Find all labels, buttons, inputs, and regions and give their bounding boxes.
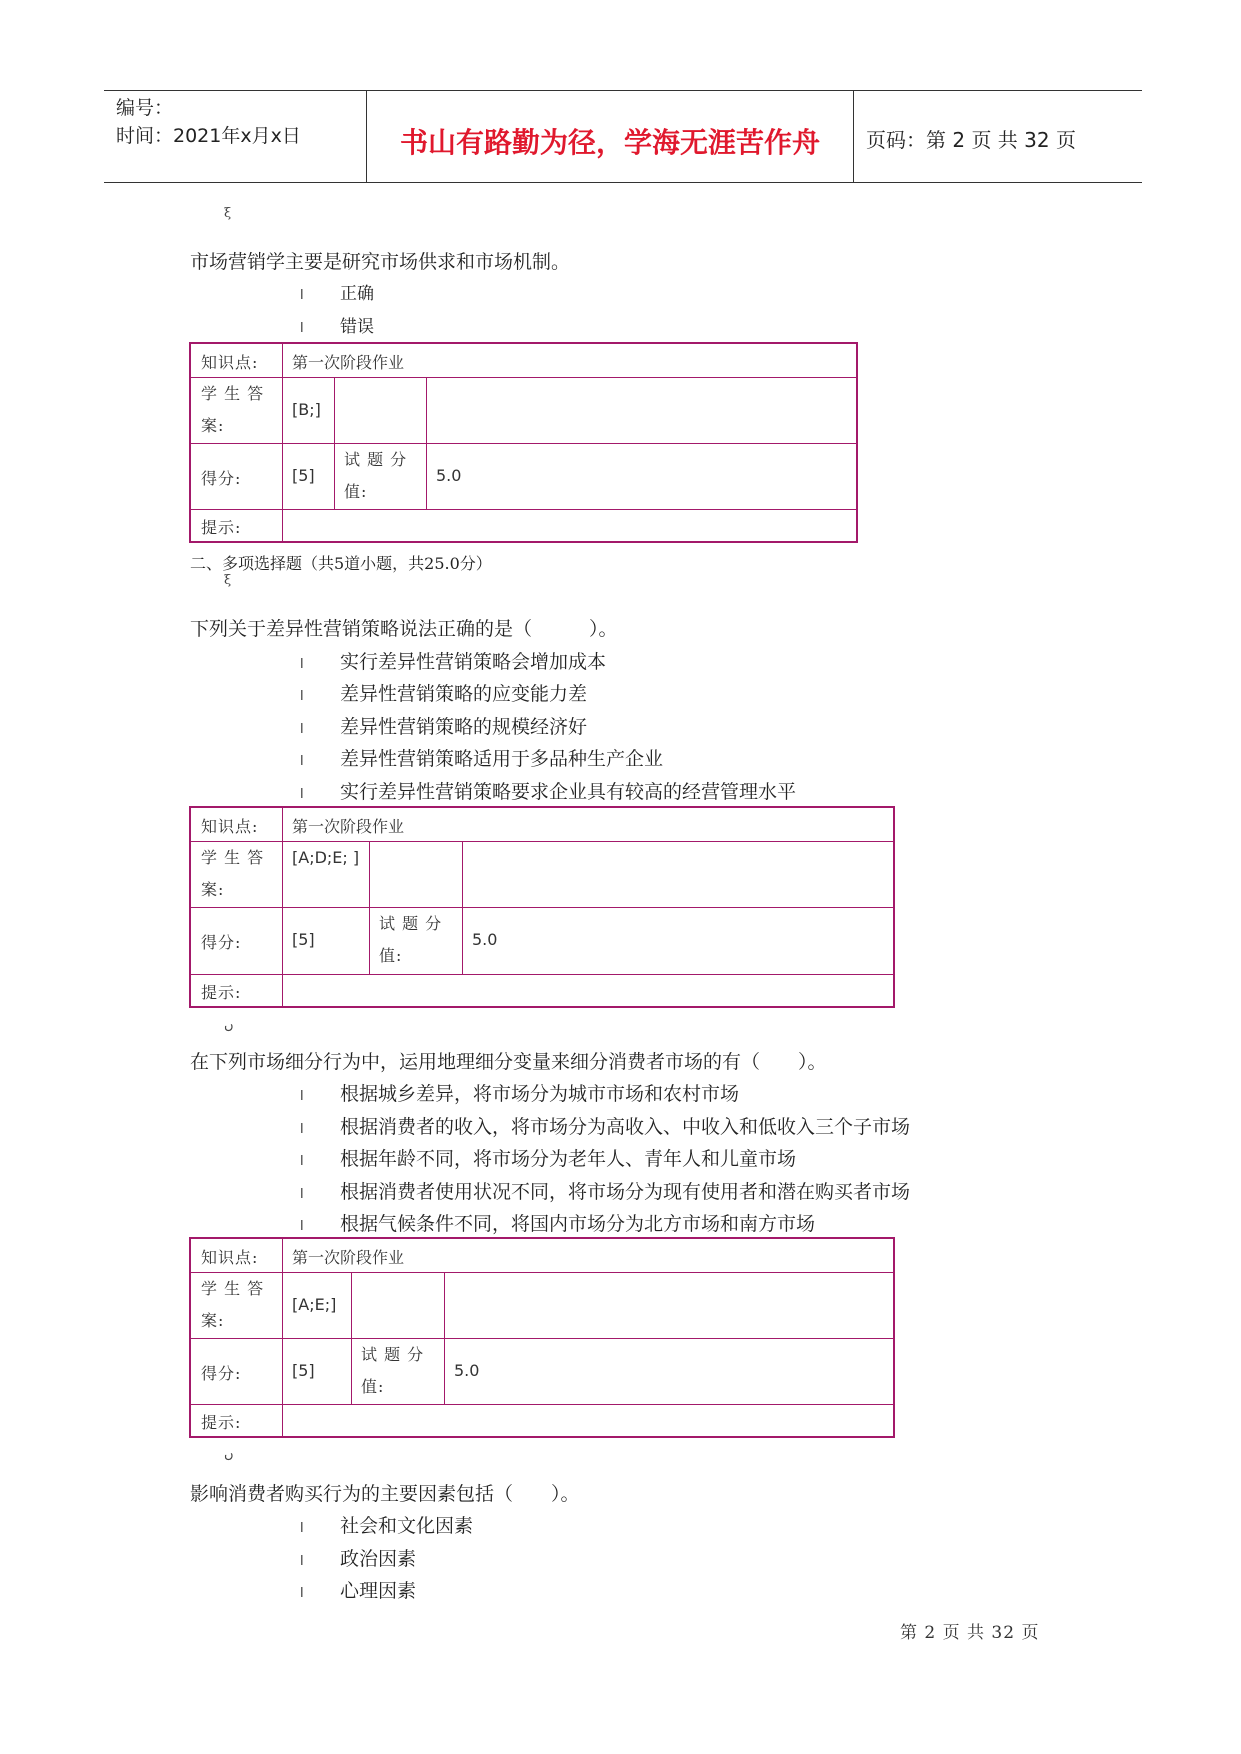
page-header	[104, 90, 1142, 183]
knowledge-label: 知识点:	[201, 353, 259, 372]
option-item[interactable]	[300, 744, 663, 771]
time-label: 时间：2021年x月x日	[116, 125, 301, 147]
answer-value: [A;D;E; ]	[292, 848, 360, 867]
option-label: 错误	[340, 317, 374, 337]
knowledge-value: 第一次阶段作业	[292, 353, 405, 372]
option-item[interactable]	[300, 1544, 416, 1571]
option-bullet: l	[300, 1586, 304, 1601]
option-bullet: l	[300, 787, 304, 802]
points-label: 试 题 分 值:	[361, 1345, 425, 1396]
hint-label: 提示:	[201, 1413, 242, 1432]
option-label: 政治因素	[340, 1548, 417, 1570]
score-label: 得分:	[201, 1364, 242, 1383]
option-item[interactable]	[300, 1511, 473, 1538]
option-label: 根据消费者的收入，将市场分为高收入、中收入和低收入三个子市场	[340, 1116, 911, 1138]
option-item[interactable]	[300, 712, 587, 739]
option-label: 差异性营销策略的规模经济好	[340, 716, 588, 738]
knowledge-label: 知识点:	[201, 817, 259, 836]
score-value: [5]	[292, 1361, 315, 1380]
question-marker: ں	[224, 1018, 234, 1033]
question-text: 下列关于差异性营销策略说法正确的是（ ）。	[190, 618, 618, 640]
answer-value: [B;]	[292, 400, 321, 419]
answer-value: [A;E;]	[292, 1295, 337, 1314]
option-item[interactable]	[300, 679, 587, 706]
hint-label: 提示:	[201, 518, 242, 537]
option-label: 心理因素	[340, 1580, 417, 1602]
option-label: 正确	[340, 284, 374, 304]
knowledge-label: 知识点:	[201, 1248, 259, 1267]
option-label: 社会和文化因素	[340, 1515, 474, 1537]
serial-label: 编号：	[116, 97, 174, 119]
answer-label: 学 生 答 案:	[201, 848, 265, 899]
answer-table	[189, 342, 858, 543]
header-right-cell	[854, 91, 1142, 182]
option-item[interactable]	[300, 1079, 739, 1106]
option-label: 根据年龄不同，将市场分为老年人、青年人和儿童市场	[340, 1148, 797, 1170]
option-bullet: l	[300, 1154, 304, 1169]
question-text: 市场营销学主要是研究市场供求和市场机制。	[190, 251, 571, 273]
option-item[interactable]	[300, 1209, 815, 1236]
option-item[interactable]	[300, 1177, 910, 1204]
option-label: 根据消费者使用状况不同，将市场分为现有使用者和潜在购买者市场	[340, 1181, 911, 1203]
page-footer: 第 2 页 共 32 页	[900, 1623, 1040, 1643]
score-value: [5]	[292, 930, 315, 949]
score-value: [5]	[292, 466, 315, 485]
points-value: 5.0	[436, 466, 462, 485]
option-bullet: l	[300, 722, 304, 737]
option-bullet: l	[300, 1089, 304, 1104]
points-value: 5.0	[472, 930, 498, 949]
option-bullet: l	[300, 1187, 304, 1202]
option-bullet: l	[300, 1219, 304, 1234]
question-text: 影响消费者购买行为的主要因素包括（ ）。	[190, 1483, 580, 1505]
answer-label: 学 生 答 案:	[201, 1279, 265, 1330]
header-page-label: 页码：第 2 页 共 32 页	[866, 128, 1076, 152]
option-bullet: l	[300, 657, 304, 672]
option-item[interactable]	[300, 1576, 416, 1603]
header-motto: 书山有路勤为径，学海无涯苦作舟	[399, 126, 820, 159]
option-item[interactable]	[300, 647, 606, 674]
knowledge-value: 第一次阶段作业	[292, 817, 405, 836]
option-item[interactable]	[300, 312, 374, 337]
option-bullet: l	[300, 288, 304, 303]
score-label: 得分:	[201, 469, 242, 488]
question-marker: ξ	[224, 573, 232, 588]
header-left-cell	[104, 91, 367, 182]
option-item[interactable]	[300, 1144, 796, 1171]
answer-label: 学 生 答 案:	[201, 384, 265, 435]
question-marker: ξ	[224, 206, 232, 221]
option-label: 实行差异性营销策略会增加成本	[340, 651, 607, 673]
points-label: 试 题 分 值:	[344, 450, 408, 501]
points-value: 5.0	[454, 1361, 480, 1380]
option-item[interactable]	[300, 1112, 910, 1139]
option-bullet: l	[300, 1554, 304, 1569]
option-label: 根据气候条件不同，将国内市场分为北方市场和南方市场	[340, 1213, 816, 1235]
score-label: 得分:	[201, 933, 242, 952]
points-label: 试 题 分 值:	[379, 914, 443, 965]
knowledge-value: 第一次阶段作业	[292, 1248, 405, 1267]
question-marker: ں	[224, 1447, 234, 1462]
option-label: 实行差异性营销策略要求企业具有较高的经营管理水平	[340, 781, 797, 803]
option-bullet: l	[300, 754, 304, 769]
answer-table	[189, 806, 895, 1008]
option-label: 根据城乡差异，将市场分为城市市场和农村市场	[340, 1083, 740, 1105]
header-middle-cell	[367, 91, 854, 182]
option-item[interactable]	[300, 777, 796, 804]
option-bullet: l	[300, 321, 304, 336]
option-bullet: l	[300, 1521, 304, 1536]
option-item[interactable]	[300, 279, 374, 304]
option-label: 差异性营销策略适用于多品种生产企业	[340, 748, 664, 770]
hint-label: 提示:	[201, 983, 242, 1002]
section-heading: 二、多项选择题（共5道小题，共25.0分）	[190, 554, 492, 573]
option-label: 差异性营销策略的应变能力差	[340, 683, 588, 705]
option-bullet: l	[300, 689, 304, 704]
answer-table	[189, 1237, 895, 1438]
option-bullet: l	[300, 1122, 304, 1137]
question-text: 在下列市场细分行为中，运用地理细分变量来细分消费者市场的有（ ）。	[190, 1051, 827, 1073]
